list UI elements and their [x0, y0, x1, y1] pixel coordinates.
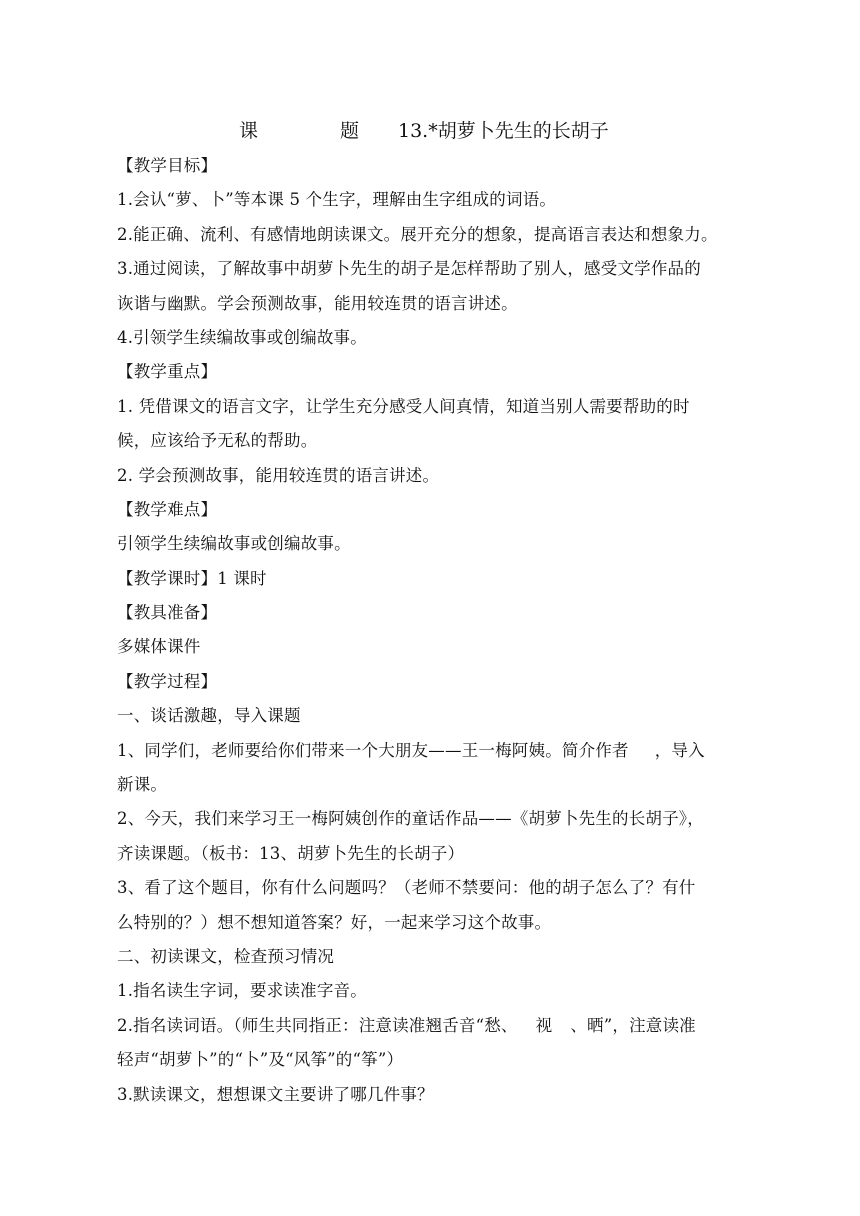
lesson-title — [0, 114, 860, 148]
heading-difficulties: 【教学难点】 — [117, 499, 218, 519]
section-2-heading: 二、初读课文，检查预习情况 — [117, 946, 335, 966]
step-1-line-1 — [117, 734, 737, 768]
title-label-ke: 课 — [239, 120, 259, 142]
reading-step-2-line-1 — [117, 1009, 737, 1043]
reading-step-2-text-c: 、晒”，注意读准 — [570, 1015, 696, 1035]
materials-text: 多媒体课件 — [117, 637, 201, 657]
step-1-text-b: ，导入 — [654, 740, 705, 760]
section-1-heading: 一、谈话激趣，导入课题 — [117, 706, 301, 726]
step-3-line-1: 3、看了这个题目，你有什么问题吗？（老师不禁要问：他的胡子怎么了？有什 — [117, 878, 696, 898]
heading-objectives: 【教学目标】 — [117, 156, 218, 175]
heading-materials: 【教具准备】 — [117, 603, 218, 623]
heading-key-points: 【教学重点】 — [117, 362, 218, 382]
reading-step-1: 1.指名读生字词，要求读准字音。 — [117, 981, 367, 1001]
key-point-1-line-1: 1. 凭借课文的语言文字，让学生充分感受人间真情，知道当别人需要帮助的时 — [117, 396, 690, 416]
difficulty-text: 引领学生续编故事或创编故事。 — [117, 534, 351, 554]
lesson-hours: 【教学课时】1 课时 — [117, 568, 267, 588]
objective-2: 2.能正确、流利、有感情地朗读课文。展开充分的想象，提高语言表达和想象力。 — [117, 224, 718, 244]
objective-3-line-1: 3.通过阅读，了解故事中胡萝卜先生的胡子是怎样帮助了别人，感受文学作品的 — [117, 259, 701, 279]
title-text: 13.*胡萝卜先生的长胡子 — [398, 120, 609, 142]
objective-4: 4.引领学生续编故事或创编故事。 — [117, 327, 367, 347]
step-2-line-2: 齐读课题。（板书：13、胡萝卜先生的长胡子） — [117, 843, 465, 863]
step-2-line-1: 2、今天，我们来学习王一梅阿姨创作的童话作品——《胡萝卜先生的长胡子》， — [117, 809, 704, 829]
lesson-body — [117, 149, 737, 1112]
key-point-1-line-2: 候，应该给予无私的帮助。 — [117, 431, 318, 451]
step-1-text-a: 1、同学们，老师要给你们带来一个大朋友——王一梅阿姨。简介作者 — [117, 740, 629, 760]
heading-process: 【教学过程】 — [117, 671, 218, 691]
reading-step-2-line-2: 轻声“胡萝卜”的“卜”及“风筝”的“筝”） — [117, 1050, 404, 1070]
step-1-line-2: 新课。 — [117, 775, 168, 795]
key-point-2: 2. 学会预测故事，能用较连贯的语言讲述。 — [117, 465, 440, 485]
objective-3-line-2: 诙谐与幽默。学会预测故事，能用较连贯的语言讲述。 — [117, 293, 518, 313]
reading-step-2-text-b: 视 — [535, 1015, 553, 1035]
objective-1: 1.会认“萝、卜”等本课 5 个生字，理解由生字组成的词语。 — [117, 190, 557, 210]
reading-step-3: 3.默读课文，想想课文主要讲了哪几件事？ — [117, 1084, 434, 1104]
title-label-ti: 题 — [340, 120, 360, 142]
reading-step-2-text-a: 2.指名读词语。（师生共同指正：注意读准翘舌音“愁、 — [117, 1015, 518, 1035]
step-3-line-2: 么特别的？）想不想知道答案？好，一起来学习这个故事。 — [117, 912, 552, 932]
